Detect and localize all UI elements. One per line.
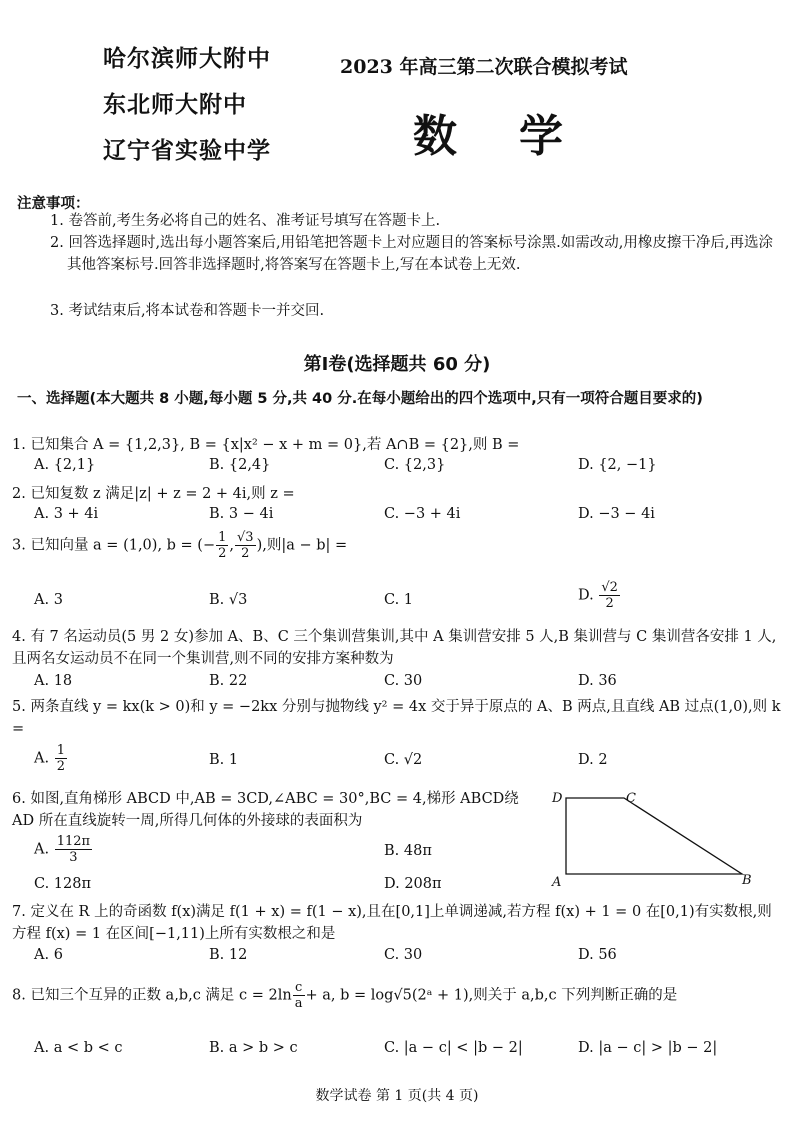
question-5-stem: 5. 两条直线 y = kx(k > 0)和 y = −2kx 分别与抛物线 y² = 4x 交于异于原点的 A、B 两点,且直线 AB 过点(1,0),则 k = xyxy=(12,699,781,737)
q3-fraction-2-num: √3 xyxy=(237,530,254,545)
vertex-label-a: A xyxy=(552,875,562,890)
q7-option-c: C. 30 xyxy=(384,947,423,963)
q6-option-c: C. 128π xyxy=(34,876,92,892)
q6-option-a xyxy=(34,834,93,865)
q3-fraction-1-num: 1 xyxy=(218,530,227,545)
q8-option-b: B. a > b > c xyxy=(209,1040,298,1056)
question-8-stem xyxy=(12,980,782,1011)
vertex-label-d: D xyxy=(552,791,563,806)
q3-option-d-den: 2 xyxy=(605,596,614,611)
section-title: 第Ⅰ卷(选择题共 60 分) xyxy=(303,354,491,375)
q3-fraction-1 xyxy=(216,530,228,561)
q7-option-a: A. 6 xyxy=(34,947,63,963)
notes-heading: 注意事项： xyxy=(17,196,90,212)
trapezoid-figure xyxy=(548,786,758,890)
q3-stem-part-c: ),则|a − b| = xyxy=(256,537,348,554)
trapezoid-shape xyxy=(566,798,742,874)
q3-option-b: B. √3 xyxy=(209,592,248,608)
note-item-1: 1. 卷答前,考生务必将自己的姓名、准考证号填写在答题卡上. xyxy=(50,213,441,229)
q4-option-a: A. 18 xyxy=(34,673,73,689)
q4-option-d: D. 36 xyxy=(578,673,617,689)
vertex-label-b: B xyxy=(742,873,752,888)
q4-option-b: B. 22 xyxy=(209,673,248,689)
note-item-2: 2. 回答选择题时,选出每小题答案后,用铅笔把答题卡上对应题目的答案标号涂黑.如需改动,用橡皮擦干净后,再选涂其他答案标号.回答非选择题时,将答案写在答题卡上,写在本试卷上无效. xyxy=(50,235,773,273)
q3-option-d-label: D. xyxy=(578,587,599,604)
question-7-stem: 7. 定义在 R 上的奇函数 f(x)满足 f(1 + x) = f(1 − x),且在[0,1]上单调递减,若方程 f(x) + 1 = 0 在[0,1)有实数根,则方程 f(x) = 1 在区间[−1,11)上所有实数根之和是 xyxy=(12,904,772,942)
question-2-stem: 2. 已知复数 z 满足|z| + z = 2 + 4i,则 z = xyxy=(12,486,295,502)
q7-option-d: D. 56 xyxy=(578,947,617,963)
q2-option-b: B. 3 − 4i xyxy=(209,506,274,522)
q3-stem-part-a: 3. 已知向量 a = (1,0), b = (− xyxy=(12,537,216,554)
q5-option-a-num: 1 xyxy=(56,743,65,758)
school-name-2: 东北师大附中 xyxy=(103,92,247,118)
subject-title: 数学 xyxy=(413,111,625,162)
question-3-stem xyxy=(12,530,782,561)
exam-title: 2023 年高三第二次联合模拟考试 xyxy=(340,56,628,78)
q1-option-a: A. {2,1} xyxy=(34,457,96,473)
q3-fraction-2 xyxy=(235,530,256,561)
q8-option-a: A. a < b < c xyxy=(34,1040,123,1056)
vertex-label-c: C xyxy=(626,791,636,806)
q8-option-c: C. |a − c| < |b − 2| xyxy=(384,1040,523,1056)
q5-option-a-label: A. xyxy=(34,750,54,767)
q6-option-b: B. 48π xyxy=(384,843,432,859)
q1-option-b: B. {2,4} xyxy=(209,457,271,473)
q2-option-c: C. −3 + 4i xyxy=(384,506,461,522)
q3-option-d-num: √2 xyxy=(601,580,618,595)
question-1-stem: 1. 已知集合 A = {1,2,3}, B = {x|x² − x + m = 0},若 A∩B = {2},则 B = xyxy=(12,437,520,453)
q3-option-d xyxy=(578,580,621,611)
q3-fraction-2-den: 2 xyxy=(241,546,250,561)
question-4-stem: 4. 有 7 名运动员(5 男 2 女)参加 A、B、C 三个集训营集训,其中 A 集训营安排 5 人,B 集训营与 C 集训营各安排 1 人,且两名女运动员不在同一个集训营,则不同的安排方案种数为 xyxy=(12,629,777,667)
q8-stem-part-a: 8. 已知三个互异的正数 a,b,c 满足 c = 2ln xyxy=(12,987,292,1004)
q8-option-d: D. |a − c| > |b − 2| xyxy=(578,1040,718,1056)
school-name-1: 哈尔滨师大附中 xyxy=(103,46,271,72)
q8-stem-part-b: + a, b = log√5(2ᵃ + 1),则关于 a,b,c 下列判断正确的是 xyxy=(305,987,678,1004)
q4-option-c: C. 30 xyxy=(384,673,423,689)
q8-fraction-num: c xyxy=(293,980,305,996)
q3-stem-part-b: , xyxy=(229,537,235,554)
q3-option-a: A. 3 xyxy=(34,592,63,608)
q1-option-d: D. {2, −1} xyxy=(578,457,657,473)
page-footer: 数学试卷 第 1 页(共 4 页) xyxy=(315,1088,479,1104)
q8-fraction-den: a xyxy=(294,996,303,1011)
q3-fraction-1-den: 2 xyxy=(218,546,227,561)
q2-option-a: A. 3 + 4i xyxy=(34,506,99,522)
q7-option-b: B. 12 xyxy=(209,947,248,963)
question-6-stem: 6. 如图,直角梯形 ABCD 中,AB = 3CD,∠ABC = 30°,BC = 4,梯形 ABCD绕 AD 所在直线旋转一周,所得几何体的外接球的表面积为 xyxy=(12,791,519,829)
q5-option-d: D. 2 xyxy=(578,752,608,768)
q6-option-a-den: 3 xyxy=(69,850,78,865)
school-name-3: 辽宁省实验中学 xyxy=(103,138,271,164)
part-title: 一、选择题(本大题共 8 小题,每小题 5 分,共 40 分.在每小题给出的四个选项中,只有一项符合题目要求的) xyxy=(17,391,703,407)
q5-option-c: C. √2 xyxy=(384,752,423,768)
q3-option-c: C. 1 xyxy=(384,592,414,608)
q6-option-a-num: 112π xyxy=(56,834,91,849)
q6-option-d: D. 208π xyxy=(384,876,442,892)
q5-option-a-den: 2 xyxy=(56,759,65,774)
q5-option-b: B. 1 xyxy=(209,752,239,768)
q2-option-d: D. −3 − 4i xyxy=(578,506,655,522)
note-item-3: 3. 考试结束后,将本试卷和答题卡一并交回. xyxy=(50,303,325,319)
q6-option-a-label: A. xyxy=(34,841,54,858)
q1-option-c: C. {2,3} xyxy=(384,457,446,473)
q5-option-a xyxy=(34,743,68,774)
